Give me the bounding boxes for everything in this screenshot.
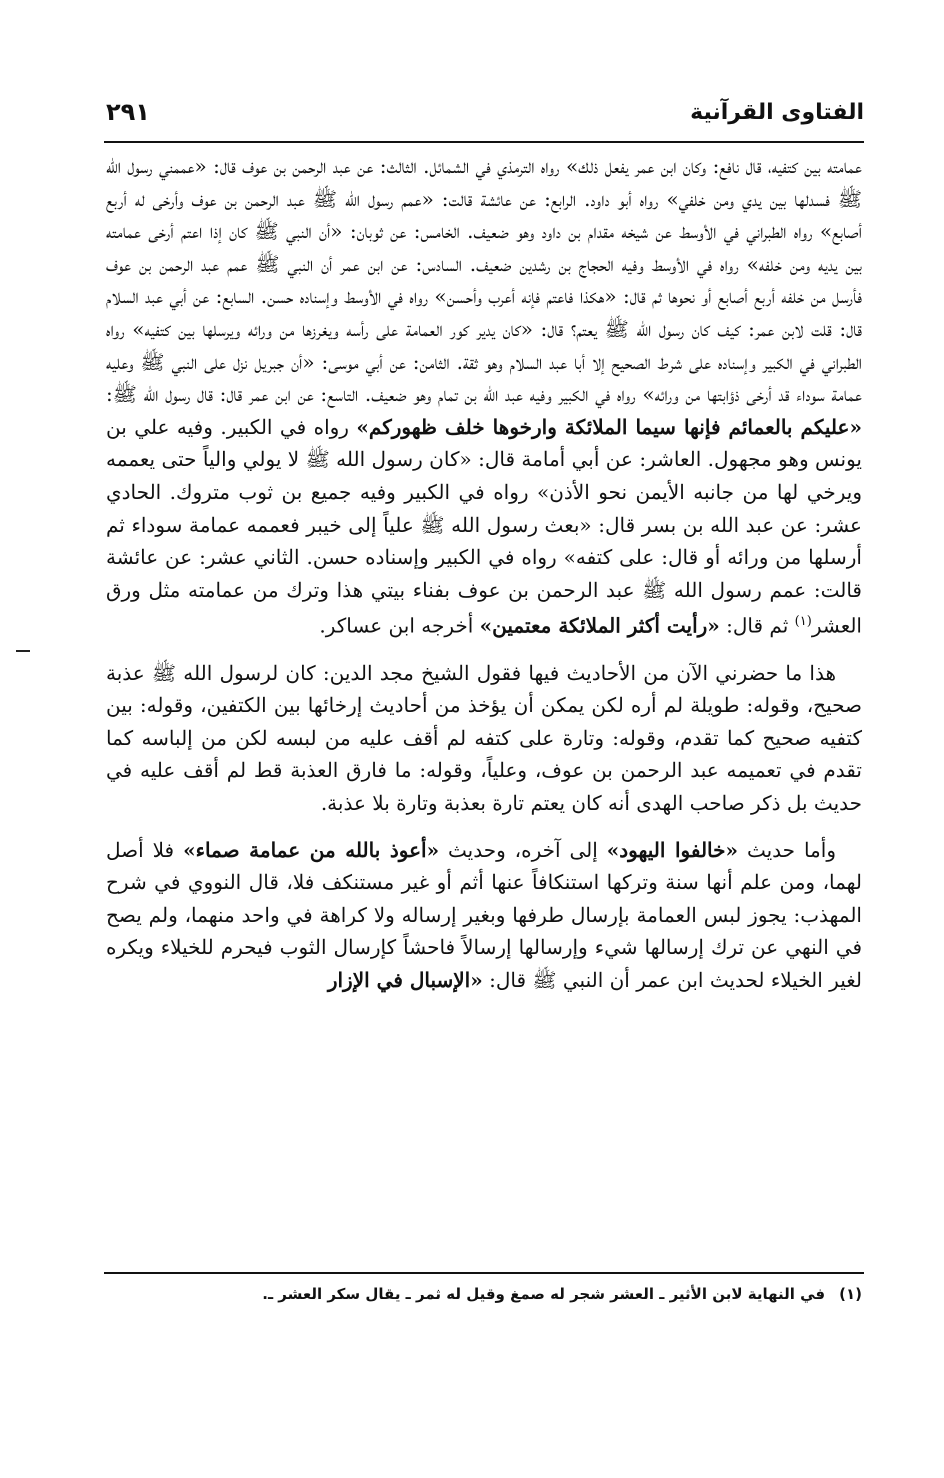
text-run: وأما حديث [738, 837, 836, 862]
running-title: الفتاوى القرآنية [690, 100, 864, 125]
text-run: ثم قال: [719, 613, 795, 638]
main-text [106, 150, 862, 997]
footnote-divider [104, 1272, 864, 1274]
paragraph-ruling [106, 834, 862, 997]
text-run: عمامته بين كتفيه، قال نافع: وكان ابن عمر يفعل ذلك» رواه الترمذي في الشمائل. الثالث: عن عبد الرحمن بن عوف قال: «عممني رسول الله ﷺ فسدلها بين يدي ومن خلفي» رواه أبو داود. الرابع: عن عائشة قالت: «عمم رسول الله ﷺ عبد الرحمن بن عوف وأرخى له أربع أصابع» رواه الطبراني في الأوسط عن شيخه مقدام بن داود وهو ضعيف. الخامس: عن ثوبان: «أن النبي ﷺ كان إذا اعتم أرخى عمامته بين يديه ومن خلفه» رواه في الأوسط وفيه الحجاج بن رشدين ضعيف. السادس: عن ابن عمر أن النبي ﷺ عمم عبد الرحمن بن عوف فأرسل من خلفه أربع أصابع أو نحوها ثم قال: «هكذا فاعتم فإنه أعرب وأحسن» رواه في الأوسط وإسناده حسن. السابع: عن أبي عبد السلام قال: قلت لابن عمر: كيف كان رسول الله ﷺ يعتم؟ قال: «كان يدير كور العمامة على رأسه ويغرزها من ورائه ويرسلها بين كتفيه» رواه الطبراني في الكبير وإسناده على شرط الصحيح إلا أبا عبد السلام وهو ثقة. الثامن: عن أبي موسى: «أن جبريل نزل على النبي ﷺ وعليه عمامة سوداء قد أرخى ذؤابتها من ورائه» رواه في الكبير وفيه عبد الله بن تمام وهو ضعيف. التاسع: عن ابن عمر قال: قال رسول الله ﷺ: [105, 154, 862, 407]
paragraph-commentary: هذا ما حضرني الآن من الأحاديث فيها فقول الشيخ مجد الدين: كان لرسول الله ﷺ عذبة صحيح، وقوله: طويلة لم أره لكن يمكن أن يؤخذ من أحاديث إرخائها بين الكتفين، وقوله: بين كتفيه صحيح كما تقدم، وقوله: وتارة على كتفه لم أقف عليه من لبسه لكن من إلباسه كما تقدم في تعميمه عبد الرحمن بن عوف، وعلياً، وقوله: ما فارق العذبة قط لم أقف عليه في حديث بل ذكر صاحب الهدى أنه كان يعتم تارة بعذبة وتارة بلا عذبة. [106, 660, 862, 815]
bold-quote: «أعوذ بالله من عمامة صماء» [183, 837, 440, 862]
paragraph-hadith-list [106, 150, 862, 643]
text-run: فلا أصل لهما، ومن علم أنها سنة وتركها استنكافاً عنها أثم أو غير مستنكف فلا، قال النووي في شرح المهذب: يجوز لبس العمامة بإرسال طرفها وبغير إرساله ولا كراهة في واحد منهما، ولم يصح في النهي عن ترك إرسالها شيء وإرسالها إرسالاً فاحشاً كإرسال الثوب فيحرم للخيلاء ويكره لغير الخيلاء لحديث ابن عمر أن النبي ﷺ قال: [106, 837, 862, 992]
bold-quote: «الإسبال في الإزار [327, 967, 483, 992]
text-run: إلى آخره، وحديث [439, 837, 607, 862]
footnote-number: (١) [839, 1285, 862, 1303]
bold-quote: «عليكم بالعمائم فإنها سيما الملائكة وارخوها خلف ظهوركم» [356, 414, 862, 439]
page-number: ٢٩١ [106, 98, 150, 126]
bold-quote: «خالفوا اليهود» [606, 837, 739, 862]
margin-mark [16, 650, 30, 652]
footnote-reference: (١) [794, 614, 812, 630]
bold-quote: «رأيت أكثر الملائكة معتمين» [479, 613, 720, 638]
text-run: أخرجه ابن عساكر. [319, 613, 480, 638]
footnote-text: في النهاية لابن الأثير ـ العشر شجر له صمغ وقيل له ثمر ـ يقال سكر العشر ـ. [262, 1285, 826, 1303]
footnote [106, 1282, 862, 1306]
header-divider [104, 141, 864, 143]
page-header [104, 96, 864, 130]
text-run: رواه في الكبير. وفيه علي بن يونس وهو مجهول. العاشر: عن أبي أمامة قال: «كان رسول الله ﷺ لا يولي والياً حتى يعممه ويرخي لها من جانبه الأيمن نحو الأذن» رواه في الكبير وفيه جميع بن ثوب متروك. الحادي عشر: عن عبد الله بن بسر قال: «بعث رسول الله ﷺ علياً إلى خيبر فعممه عمامة سوداء ثم أرسلها من ورائه أو قال: على كتفه» رواه في الكبير وإسناده حسن. الثاني عشر: عن عائشة قالت: عمم رسول الله ﷺ عبد الرحمن بن عوف بفناء بيتي هذا وترك من عمامته مثل ورق العشر [106, 414, 862, 638]
